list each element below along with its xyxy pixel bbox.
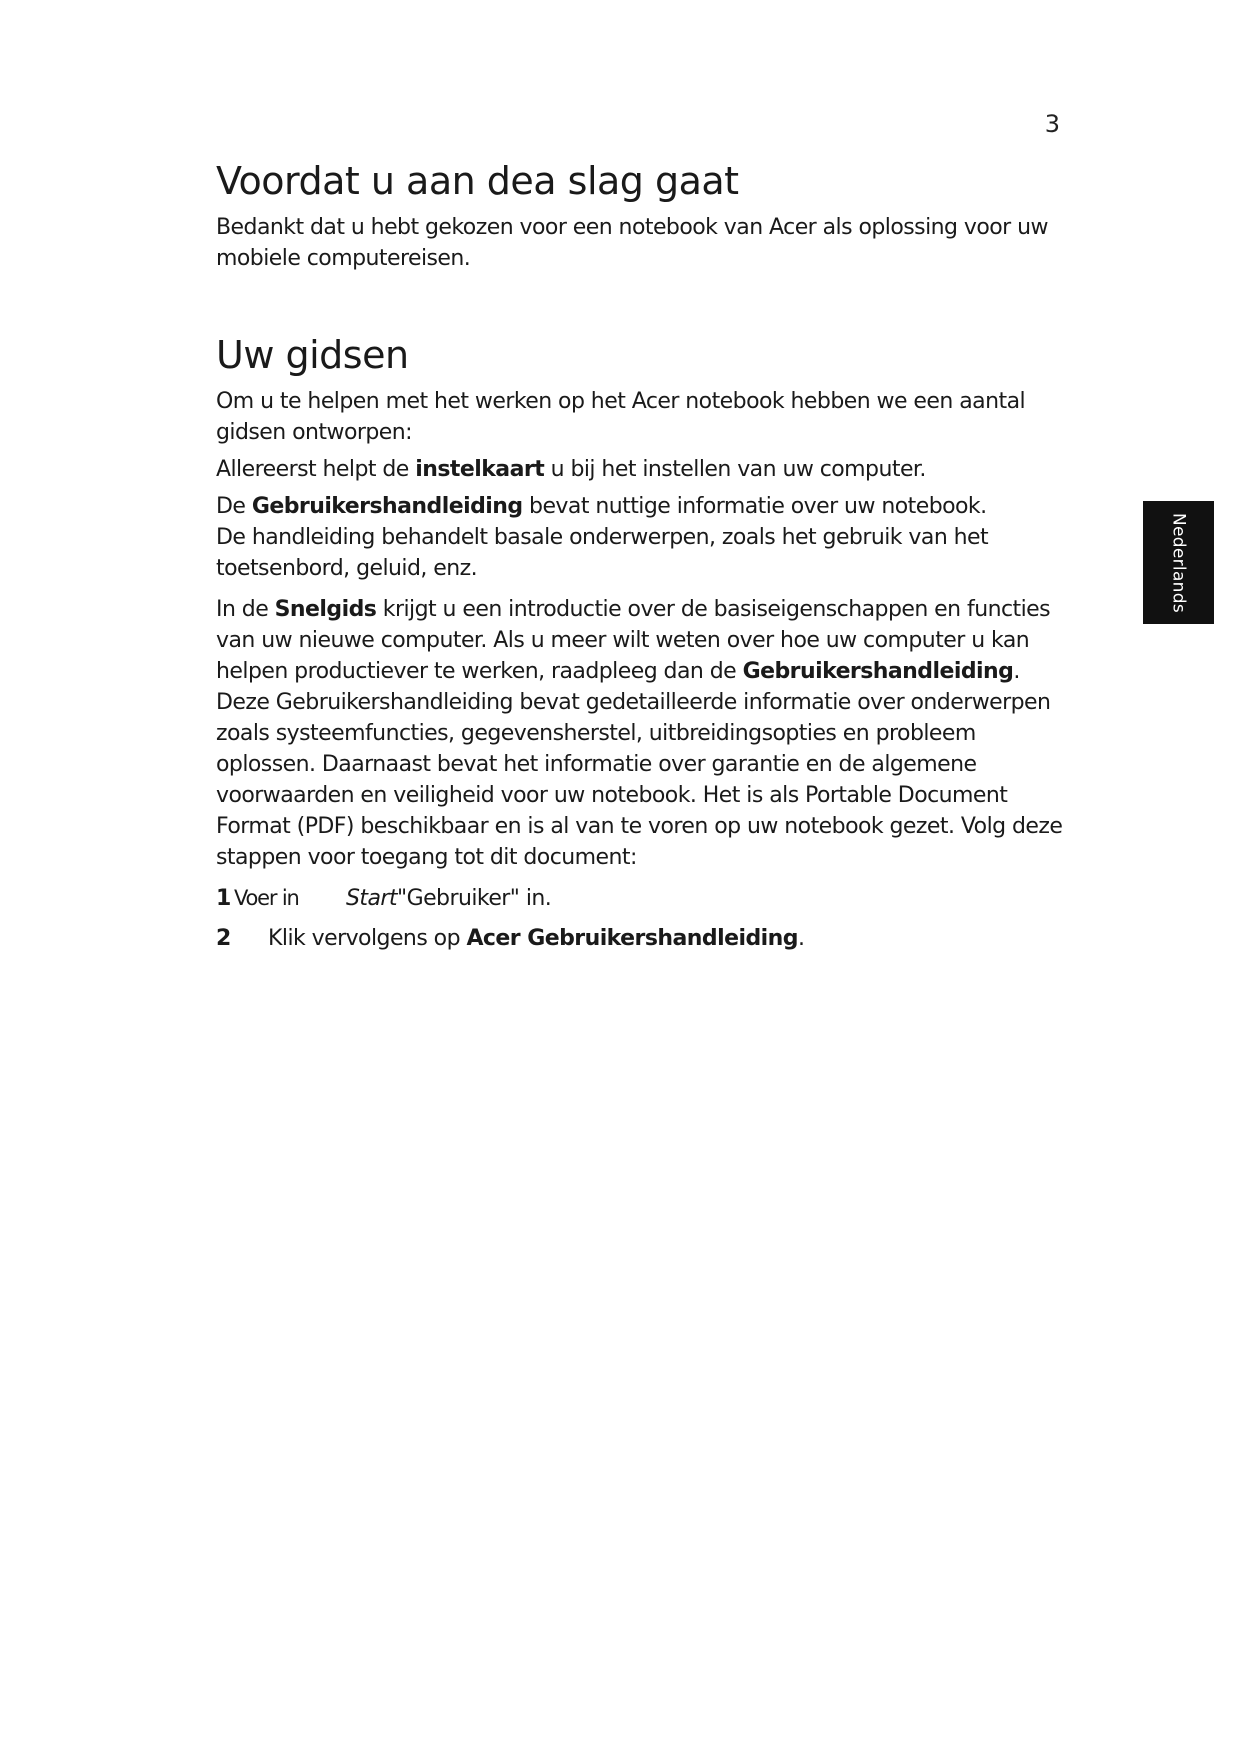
setup-card-paragraph xyxy=(216,454,1066,485)
step-text xyxy=(268,923,804,954)
acer-user-guide-term: Acer Gebruikershandleiding xyxy=(466,926,798,951)
text-run: u bij het instellen van uw computer. xyxy=(544,457,926,482)
setup-card-term: instelkaart xyxy=(415,457,545,482)
quick-guide-term: Snelgids xyxy=(274,597,377,622)
step-item xyxy=(216,883,1066,914)
section-title-before-you-start: Voordat u aan dea slag gaat xyxy=(216,159,739,203)
language-tab-label: Nederlands xyxy=(1168,512,1189,613)
start-term: Start xyxy=(346,886,397,911)
text-run: krijgt u een introductie over de basiseigenschappen en functies van uw nieuwe computer. Als u meer wilt weten over hoe uw computer u kan helpen productiever te werken, raadpleeg dan de xyxy=(216,597,1051,684)
text-run: Klik vervolgens op xyxy=(268,926,467,951)
text-run: . Deze Gebruikershandleiding bevat gedetailleerde informatie over onderwerpen zoals systeemfuncties, gegevensherstel, uitbreidingsopties en probleem oplossen. Daarnaast bevat het informatie over garantie en de algemene voorwaarden en veiligheid voor uw notebook. Het is als Portable Document Format (PDF) beschikbaar en is al van te voren op uw notebook gezet. Volg deze stappen voor toegang tot dit document: xyxy=(216,659,1063,870)
text-run: "Gebruiker" in. xyxy=(397,886,552,911)
user-guide-paragraph xyxy=(216,491,1066,584)
step-item xyxy=(216,923,1066,954)
text-run: . xyxy=(797,926,805,951)
step-number: 2 xyxy=(216,926,231,951)
step-number: 1 xyxy=(216,886,231,911)
guides-intro-paragraph: Om u te helpen met het werken op het Acer notebook hebben we een aantal gidsen ontworpen: xyxy=(216,389,1026,445)
text-run: In de xyxy=(216,597,275,622)
quick-guide-paragraph xyxy=(216,594,1066,873)
text-run: bevat nuttige informatie over uw notebook. xyxy=(522,494,987,519)
user-guide-term: Gebruikershandleiding xyxy=(742,659,1014,684)
section-title-your-guides: Uw gidsen xyxy=(216,333,409,377)
text-run: De handleiding behandelt basale onderwerpen, zoals het gebruik van het toetsenbord, geluid, enz. xyxy=(216,525,989,581)
page-content xyxy=(216,156,1066,954)
step-prefix: Voer in xyxy=(234,886,299,910)
language-tab xyxy=(1143,501,1214,624)
intro-paragraph: Bedankt dat u hebt gekozen voor een notebook van Acer als oplossing voor uw mobiele computereisen. xyxy=(216,215,1048,271)
user-guide-term: Gebruikershandleiding xyxy=(251,494,523,519)
step-text xyxy=(346,883,551,914)
text-run: Allereerst helpt de xyxy=(216,457,416,482)
page-number: 3 xyxy=(1044,110,1060,138)
text-run: De xyxy=(216,494,252,519)
